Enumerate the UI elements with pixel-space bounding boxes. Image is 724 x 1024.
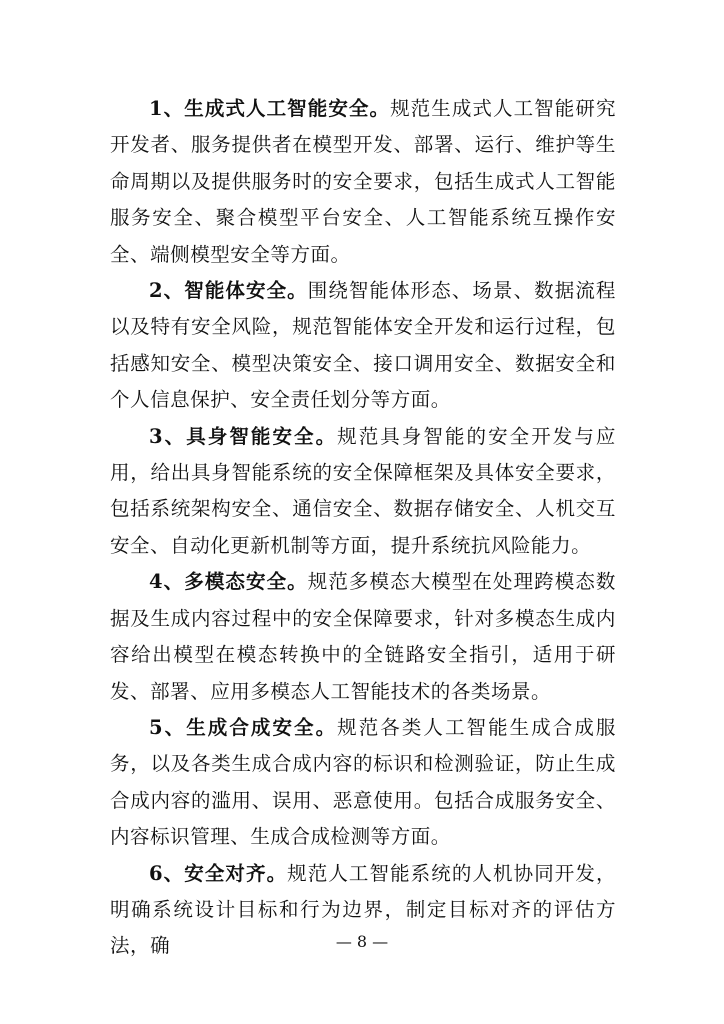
section-1-body: 规范生成式人工智能研究开发者、服务提供者在模型开发、部署、运行、维护等生命周期以及提供服务时的安全要求，包括生成式人工智能服务安全、聚合模型平台安全、人工智能系统互操作安全、端侧模型安全等方面。 <box>110 97 616 266</box>
section-4-body: 规范多模态大模型在处理跨模态数据及生成内容过程中的安全保障要求，针对多模态生成内容给出模型在模态转换中的全链路安全指引，适用于研发、部署、应用多模态人工智能技术的各类场景。 <box>110 570 616 703</box>
section-3-body: 规范具身智能的安全开发与应用，给出具身智能系统的安全保障框架及具体安全要求，包括系统架构安全、通信安全、数据存储安全、人机交互安全、自动化更新机制等方面，提升系统抗风险能力。 <box>110 424 616 557</box>
section-1 <box>110 91 616 273</box>
page-number: — 8 — <box>335 932 389 951</box>
section-3-heading: 3、具身智能安全。 <box>149 424 338 448</box>
section-5-heading: 5、生成合成安全。 <box>149 715 338 739</box>
section-2 <box>110 273 616 419</box>
section-2-body: 围绕智能体形态、场景、数据流程以及特有安全风险，规范智能体安全开发和运行过程，包括感知安全、模型决策安全、接口调用安全、数据安全和个人信息保护、安全责任划分等方面。 <box>110 279 616 412</box>
section-4 <box>110 564 616 710</box>
document-body <box>110 91 616 965</box>
section-6-body: 规范人工智能系统的人机协同开发，明确系统设计目标和行为边界，制定目标对齐的评估方法，确 <box>110 861 616 958</box>
section-5 <box>110 710 616 856</box>
section-4-heading: 4、多模态安全。 <box>149 570 308 594</box>
section-6-heading: 6、安全对齐。 <box>149 861 288 885</box>
section-2-heading: 2、智能体安全。 <box>149 279 308 303</box>
section-1-heading: 1、生成式人工智能安全。 <box>149 97 391 120</box>
section-5-body: 规范各类人工智能生成合成服务，以及各类生成合成内容的标识和检测验证，防止生成合成内容的滥用、误用、恶意使用。包括合成服务安全、内容标识管理、生成合成检测等方面。 <box>110 715 616 849</box>
section-3 <box>110 419 616 565</box>
